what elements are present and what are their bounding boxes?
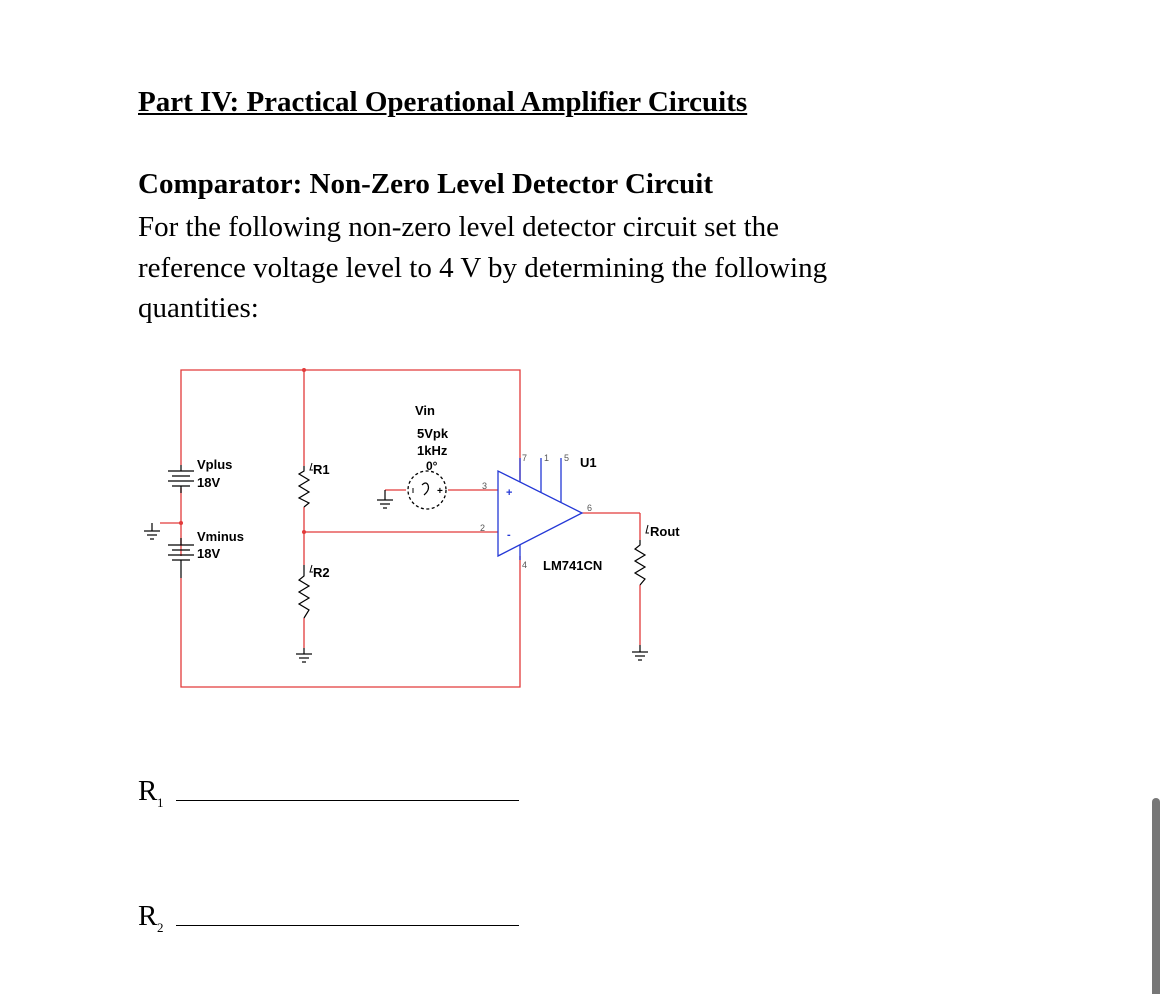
opamp-model-label: LM741CN	[543, 558, 603, 573]
vplus-label: Vplus	[197, 457, 233, 472]
section-title: Comparator: Non-Zero Level Detector Circuit	[138, 168, 714, 200]
vin-label: Vin	[415, 403, 435, 418]
instruction-line: reference voltage level to 4 V by determining the following	[138, 251, 828, 284]
r1-answer-letter: R	[138, 775, 158, 807]
vminus-label: Vminus	[197, 529, 244, 544]
r2-resistor	[299, 565, 309, 618]
svg-text:6: 6	[587, 503, 593, 513]
svg-text:3: 3	[482, 481, 488, 491]
junction-dot	[302, 530, 306, 534]
rout-resistor	[635, 540, 645, 585]
svg-text:1: 1	[544, 453, 550, 463]
opamp-ref-label: U1	[580, 455, 597, 470]
junction-dot	[302, 368, 306, 372]
r2-answer-letter: R	[138, 900, 158, 932]
vplus-battery	[168, 465, 194, 493]
r2-answer-line[interactable]	[176, 925, 519, 926]
part-title: Part IV: Practical Operational Amplifier Circuits	[138, 86, 748, 118]
svg-text:5: 5	[564, 453, 570, 463]
scrollbar-thumb[interactable]	[1152, 798, 1160, 994]
r1-label: R1	[313, 462, 330, 477]
vminus-value: 18V	[197, 546, 221, 561]
vin-frequency: 1kHz	[417, 443, 448, 458]
instruction-line: For the following non-zero level detector circuit set the	[138, 211, 780, 243]
rout-label: Rout	[650, 524, 680, 539]
vplus-value: 18V	[197, 475, 221, 490]
r2-answer-subscript: 2	[157, 920, 164, 935]
ground-icon	[632, 645, 648, 660]
junction-dot	[179, 521, 183, 525]
svg-text:7: 7	[522, 453, 528, 463]
ground-icon	[296, 648, 312, 662]
r2-label: R2	[313, 565, 330, 580]
instruction-line: quantities:	[138, 292, 259, 324]
r1-answer-subscript: 1	[157, 795, 164, 810]
opamp-pin-labels	[480, 453, 592, 570]
opamp-minus-sign: -	[507, 529, 511, 541]
r1-resistor	[299, 466, 309, 507]
r1-answer-line[interactable]	[176, 800, 519, 801]
vin-ac-source	[408, 471, 446, 509]
svg-text:2: 2	[480, 523, 486, 533]
vminus-battery	[168, 538, 194, 578]
vin-phase: 0°	[426, 459, 438, 473]
opamp-plus-sign: +	[506, 487, 513, 499]
svg-text:4: 4	[522, 560, 528, 570]
svg-text:+: +	[437, 486, 443, 497]
ground-icon	[144, 523, 160, 539]
ground-icon	[377, 490, 393, 508]
vin-amplitude: 5Vpk	[417, 426, 449, 441]
opamp-u1	[498, 458, 582, 560]
